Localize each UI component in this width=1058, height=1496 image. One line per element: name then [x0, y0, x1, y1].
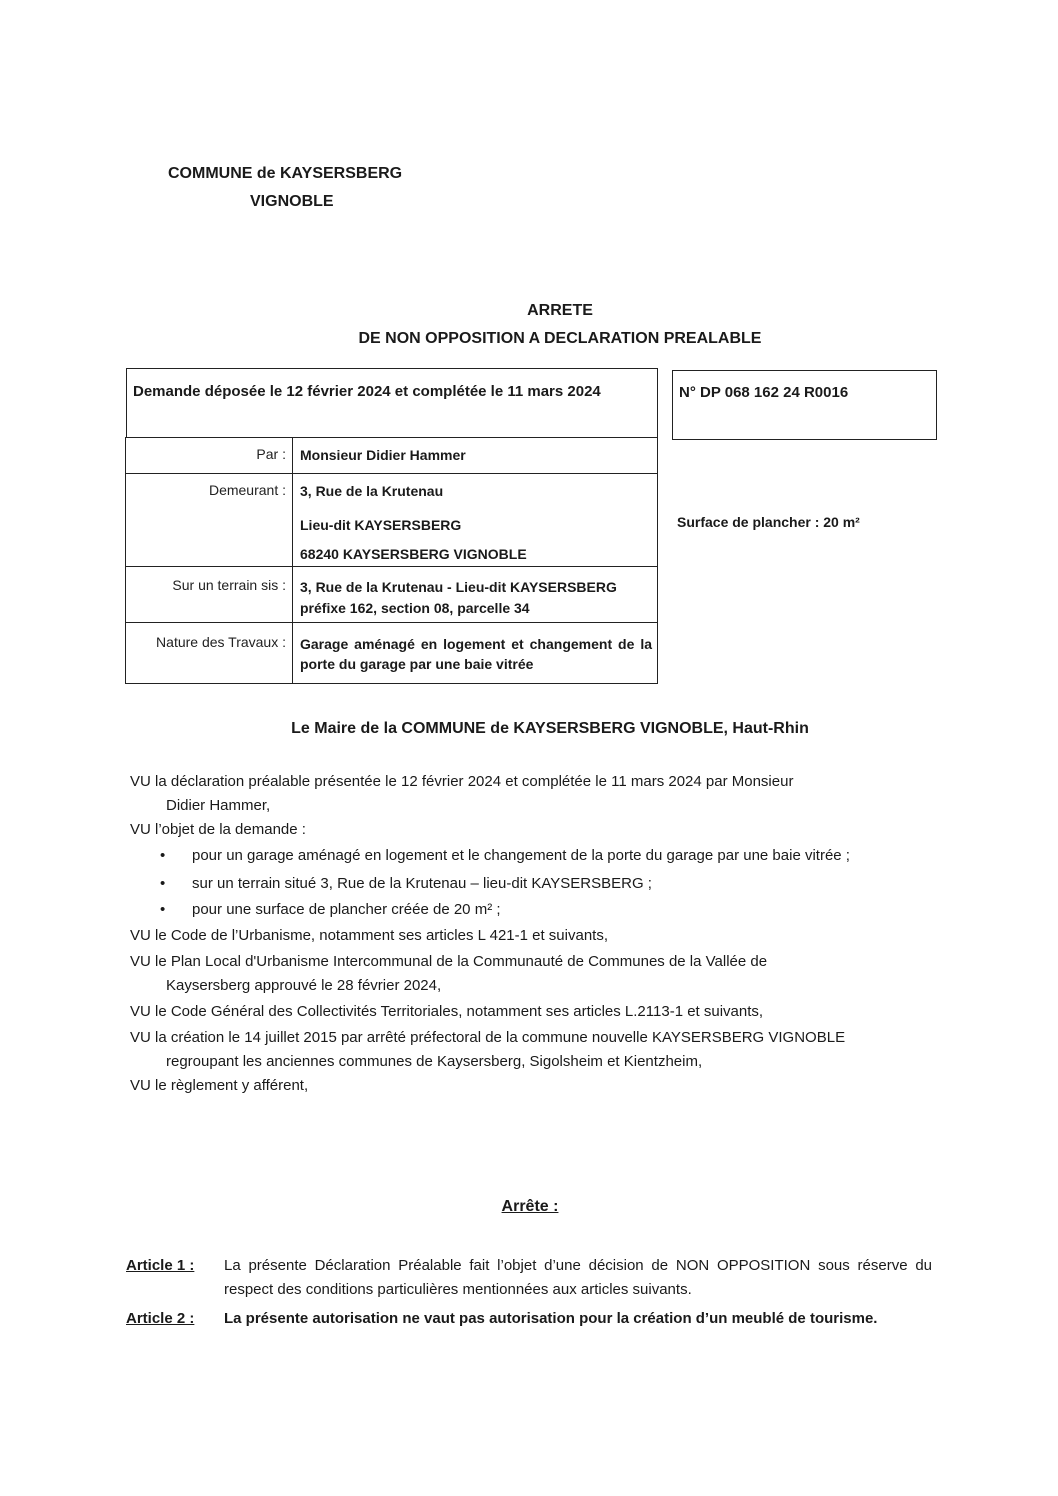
- article-label: Article 1 :: [126, 1257, 195, 1274]
- bullet-icon: •: [160, 875, 166, 892]
- par-label: Par :: [256, 446, 286, 462]
- deposit-box: [126, 368, 658, 438]
- article-1: [126, 1254, 932, 1302]
- list-item: [130, 844, 935, 868]
- visa-code-urbanisme: VU le Code de l’Urbanisme, notamment ses articles L 421-1 et suivants,: [130, 927, 609, 944]
- deposit-text: Demande déposée le 12 février 2024 et complétée le 11 mars 2024: [133, 383, 601, 400]
- visa-text-cont: Didier Hammer,: [166, 797, 271, 814]
- article-label: Article 2 :: [126, 1310, 195, 1327]
- title-line-2: DE NON OPPOSITION A DECLARATION PREALABLE: [358, 330, 762, 347]
- address-line-1: 3, Rue de la Krutenau: [300, 483, 444, 499]
- reference-box: [672, 370, 937, 440]
- visa-declaration: [130, 770, 935, 818]
- bullet-icon: •: [160, 901, 166, 918]
- title-line-1: ARRETE: [527, 302, 593, 319]
- terrain-line-1: 3, Rue de la Krutenau - Lieu-dit KAYSERSBERG: [300, 579, 617, 595]
- maire-heading: Le Maire de la COMMUNE de KAYSERSBERG VIGNOBLE, Haut-Rhin: [291, 720, 809, 737]
- commune-name: COMMUNE de KAYSERSBERG: [168, 165, 403, 182]
- visa-text: VU la création le 14 juillet 2015 par arrêté préfectoral de la commune nouvelle KAYSERSBERG VIGNOBLE: [130, 1029, 846, 1046]
- list-item-text: pour un garage aménagé en logement et le changement de la porte du garage par une baie vitrée ;: [192, 847, 850, 864]
- visa-reglement: VU le règlement y afférent,: [130, 1077, 309, 1094]
- travaux-value: Garage aménagé en logement et changement de la porte du garage par une baie vitrée: [300, 636, 652, 672]
- article-text: La présente autorisation ne vaut pas autorisation pour la création d’un meublé de tourisme.: [224, 1310, 878, 1327]
- list-item: [130, 872, 935, 896]
- visa-objet: VU l’objet de la demande :: [130, 821, 306, 838]
- terrain-line-2: préfixe 162, section 08, parcelle 34: [300, 600, 530, 616]
- table-divider: [292, 438, 293, 683]
- visa-text-cont: Kaysersberg approuvé le 28 février 2024,: [166, 977, 442, 994]
- visa-cgct: VU le Code Général des Collectivités Territoriales, notamment ses articles L.2113-1 et suivants,: [130, 1003, 764, 1020]
- visa-creation: [130, 1026, 935, 1074]
- arrete-heading: Arrête :: [501, 1198, 559, 1215]
- row-divider: [126, 473, 657, 474]
- reference-number: N° DP 068 162 24 R0016: [679, 384, 849, 401]
- travaux-label: Nature des Travaux :: [156, 634, 286, 650]
- bullet-icon: •: [160, 847, 166, 864]
- list-item-text: pour une surface de plancher créée de 20 m² ;: [192, 901, 501, 918]
- document-title: [300, 297, 820, 353]
- row-divider: [126, 622, 657, 623]
- visa-plu: [130, 950, 935, 998]
- list-item-text: sur un terrain situé 3, Rue de la Krutenau – lieu-dit KAYSERSBERG ;: [192, 875, 652, 892]
- visa-text-cont: regroupant les anciennes communes de Kaysersberg, Sigolsheim et Kientzheim,: [166, 1053, 703, 1070]
- terrain-label: Sur un terrain sis :: [172, 577, 286, 593]
- list-item: [130, 898, 935, 922]
- surface-plancher: Surface de plancher : 20 m²: [677, 514, 860, 530]
- visa-text: VU la déclaration préalable présentée le 12 février 2024 et complétée le 11 mars 2024 par Monsieur: [130, 773, 794, 790]
- commune-name-suffix: VIGNOBLE: [250, 193, 334, 210]
- address-line-2: Lieu-dit KAYSERSBERG: [300, 517, 462, 533]
- par-value: Monsieur Didier Hammer: [300, 447, 466, 463]
- row-divider: [126, 566, 657, 567]
- article-text: La présente Déclaration Préalable fait l’objet d’une décision de NON OPPOSITION sous réserve du respect des conditions particulières mentionnées aux articles suivants.: [224, 1257, 932, 1298]
- article-2: [126, 1307, 932, 1331]
- commune-header: [168, 160, 402, 216]
- visa-text: VU le Plan Local d'Urbanisme Intercommunal de la Communauté de Communes de la Vallée de: [130, 953, 768, 970]
- demeurant-label: Demeurant :: [208, 482, 286, 498]
- visas-section: [130, 770, 935, 1098]
- request-details-table: [125, 437, 658, 684]
- address-line-3: 68240 KAYSERSBERG VIGNOBLE: [300, 546, 527, 562]
